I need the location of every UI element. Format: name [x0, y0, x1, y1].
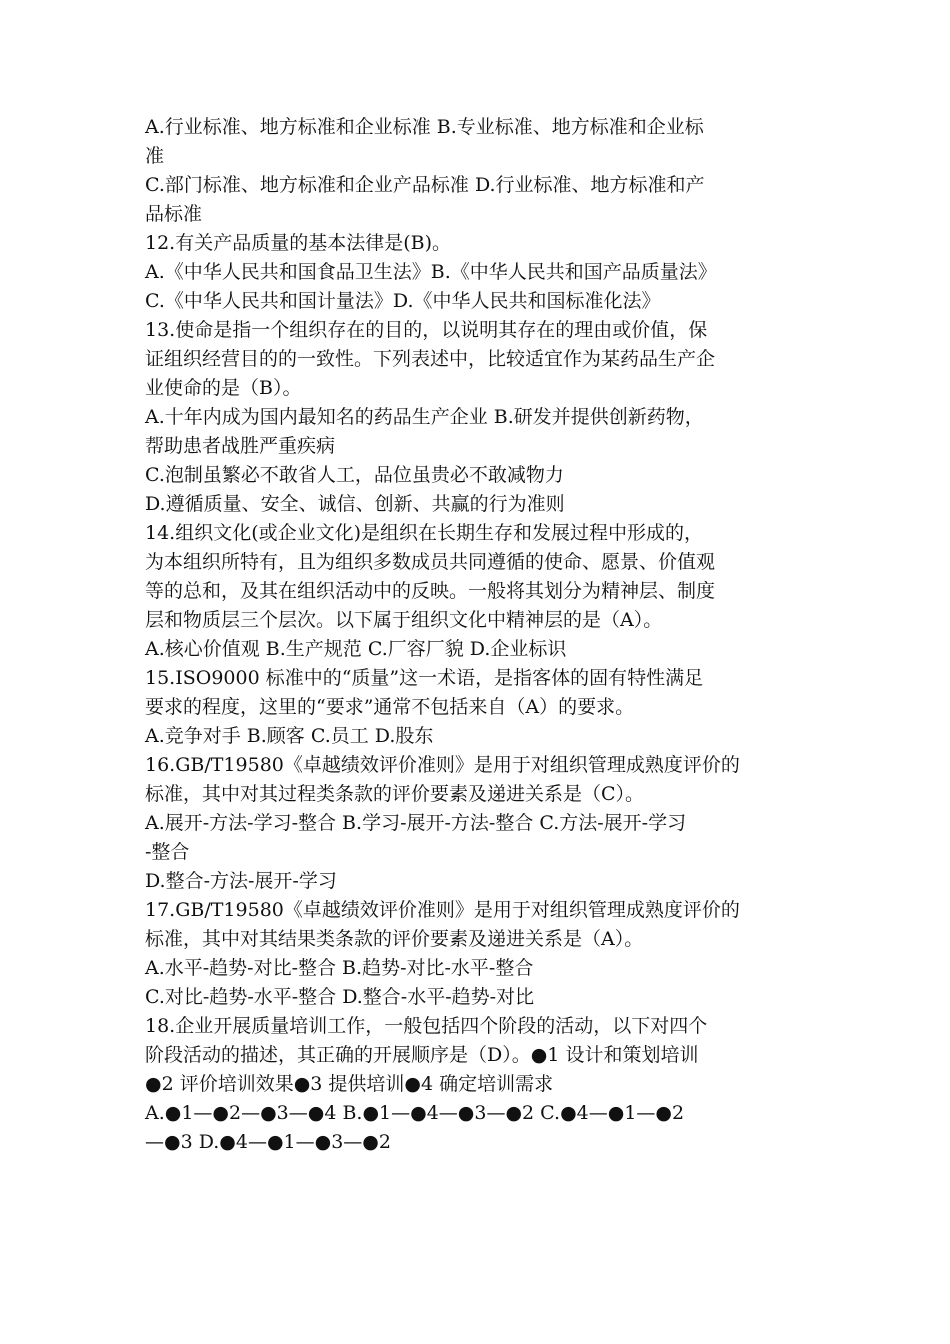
text-line: A.行业标准、地方标准和企业标准 B.专业标准、地方标准和企业标 [145, 116, 704, 138]
text-line: A.竞争对手 B.顾客 C.员工 D.股东 [145, 725, 434, 747]
text-line: 标准，其中对其结果类条款的评价要素及递进关系是（A）。 [145, 928, 644, 950]
text-line: A.核心价值观 B.生产规范 C.厂容厂貌 D.企业标识 [145, 638, 567, 660]
text-line: C.部门标准、地方标准和企业产品标准 D.行业标准、地方标准和产 [145, 174, 705, 196]
text-line: 品标准 [145, 203, 203, 225]
text-line: D.遵循质量、安全、诚信、创新、共赢的行为准则 [145, 493, 565, 515]
text-line: A.●1—●2—●3—●4 B.●1—●4—●3—●2 C.●4—●1—●2 [145, 1102, 685, 1124]
text-line: 证组织经营目的的一致性。下列表述中，比较适宜作为某药品生产企 [145, 348, 716, 370]
question-18-line: 18.企业开展质量培训工作，一般包括四个阶段的活动，以下对四个 [145, 1015, 708, 1037]
text-line: 层和物质层三个层次。以下属于组织文化中精神层的是（A）。 [145, 609, 663, 631]
text-line: 阶段活动的描述，其正确的开展顺序是（D）。●1 设计和策划培训 [145, 1044, 699, 1066]
text-line: ●2 评价培训效果●3 提供培训●4 确定培训需求 [145, 1073, 554, 1095]
text-line: 业使命的是（B）。 [145, 377, 302, 399]
text-line: 为本组织所特有，且为组织多数成员共同遵循的使命、愿景、价值观 [145, 551, 716, 573]
question-13-line: 13.使命是指一个组织存在的目的，以说明其存在的理由或价值，保 [145, 319, 708, 341]
text-line: 要求的程度，这里的“要求”通常不包括来自（A）的要求。 [145, 696, 635, 718]
question-16-line: 16.GB/T19580《卓越绩效评价准则》是用于对组织管理成熟度评价的 [145, 754, 740, 776]
text-line: -整合 [145, 841, 190, 863]
text-line: C.对比-趋势-水平-整合 D.整合-水平-趋势-对比 [145, 986, 535, 1008]
text-line: 准 [145, 145, 165, 167]
text-line: 标准，其中对其过程类条款的评价要素及递进关系是（C）。 [145, 783, 645, 805]
text-line: C.《中华人民共和国计量法》D.《中华人民共和国标准化法》 [145, 290, 661, 312]
text-line: 等的总和，及其在组织活动中的反映。一般将其划分为精神层、制度 [145, 580, 716, 602]
text-line: A.展开-方法-学习-整合 B.学习-展开-方法-整合 C.方法-展开-学习 [145, 812, 687, 834]
text-line: A.《中华人民共和国食品卫生法》B.《中华人民共和国产品质量法》 [145, 261, 717, 283]
question-15-line: 15.ISO9000 标准中的“质量”这一术语，是指客体的固有特性满足 [145, 667, 704, 689]
question-17-line: 17.GB/T19580《卓越绩效评价准则》是用于对组织管理成熟度评价的 [145, 899, 740, 921]
document-body [145, 113, 810, 1157]
text-line: C.泡制虽繁必不敢省人工，品位虽贵必不敢减物力 [145, 464, 564, 486]
text-line: D.整合-方法-展开-学习 [145, 870, 337, 892]
text-line: —●3 D.●4—●1—●3—●2 [145, 1131, 391, 1153]
text-line: 帮助患者战胜严重疾病 [145, 435, 336, 457]
text-line: A.水平-趋势-对比-整合 B.趋势-对比-水平-整合 [145, 957, 534, 979]
question-14-line: 14.组织文化(或企业文化)是组织在长期生存和发展过程中形成的， [145, 522, 704, 544]
question-12-line: 12.有关产品质量的基本法律是(B)。 [145, 232, 452, 254]
text-line: A.十年内成为国内最知名的药品生产企业 B.研发并提供创新药物， [145, 406, 704, 428]
